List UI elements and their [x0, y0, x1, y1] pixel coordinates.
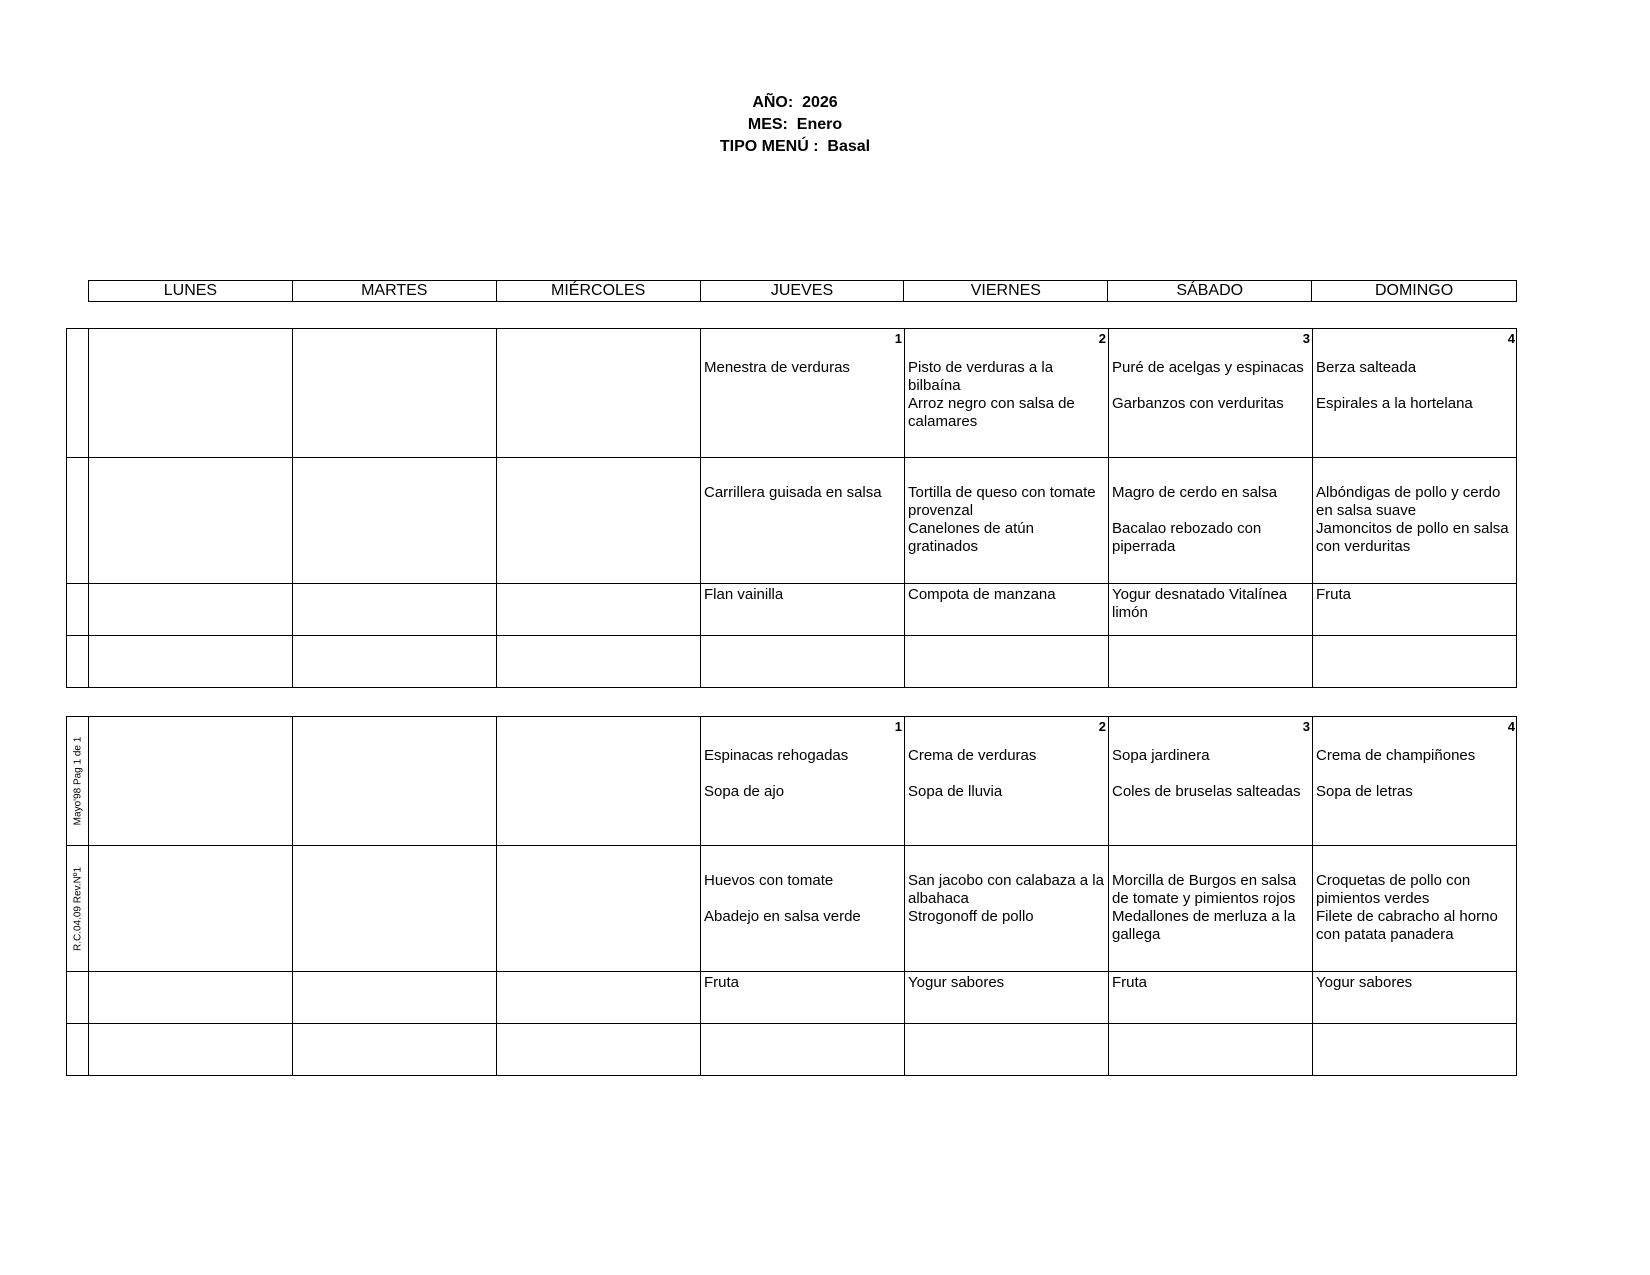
menu-cell — [497, 1024, 701, 1075]
menu-cell — [905, 1024, 1109, 1075]
menu-cell — [1109, 717, 1313, 845]
year-line: AÑO: 2026 — [752, 94, 838, 111]
side-margin-cell — [67, 636, 89, 687]
menu-cell — [497, 972, 701, 1023]
weekday-sabado: SÁBADO — [1108, 281, 1312, 301]
dessert-dish: Yogur sabores — [1316, 974, 1413, 991]
first-course-alt-dish: Garbanzos con verduritas — [1112, 395, 1284, 412]
second-course-dish: Morcilla de Burgos en salsa de tomate y pimientos rojos — [1112, 872, 1297, 907]
first-course-dish: Crema de champiñones — [1316, 747, 1476, 764]
side-margin-cell — [67, 329, 89, 457]
menu-cell — [905, 329, 1109, 457]
menu-cell — [1109, 972, 1313, 1023]
menu-cell — [293, 846, 497, 971]
menu-cell — [293, 717, 497, 845]
day-number: 1 — [894, 719, 902, 734]
menu-cell — [89, 584, 293, 635]
menu-type-line: TIPO MENÚ : Basal — [719, 138, 871, 155]
dessert-dish: Fruta — [1316, 586, 1352, 603]
menu-cell — [89, 717, 293, 845]
menu-cell — [701, 329, 905, 457]
day-number: 3 — [1302, 331, 1310, 346]
weekday-viernes: VIERNES — [904, 281, 1108, 301]
menu-cell — [1109, 584, 1313, 635]
first-course-dish: Menestra de verduras — [704, 359, 850, 376]
menu-cell — [1313, 717, 1517, 845]
menu-cell — [905, 972, 1109, 1023]
second-course-alt-dish: Strogonoff de pollo — [908, 908, 1034, 925]
extra-row — [67, 1024, 1516, 1075]
menu-cell — [497, 846, 701, 971]
first-course-alt-dish: Arroz negro con salsa de calamares — [908, 395, 1075, 430]
side-margin-cell — [67, 717, 89, 845]
menu-cell — [1313, 972, 1517, 1023]
second-course-dish: Carrillera guisada en salsa — [704, 484, 882, 501]
menu-cell — [89, 458, 293, 583]
second-course-alt-dish: Bacalao rebozado con piperrada — [1112, 520, 1262, 555]
dessert-dish: Fruta — [704, 974, 740, 991]
menu-cell — [497, 717, 701, 845]
side-margin-cell — [67, 972, 89, 1023]
dessert-dish: Compota de manzana — [908, 586, 1056, 603]
menu-cell — [1109, 636, 1313, 687]
side-margin-cell — [67, 584, 89, 635]
weekday-lunes: LUNES — [89, 281, 293, 301]
menu-cell — [293, 636, 497, 687]
second-course-alt-dish: Medallones de merluza a la gallega — [1112, 908, 1296, 943]
first-course-alt-dish: Sopa de ajo — [704, 783, 785, 800]
day-number: 4 — [1507, 719, 1515, 734]
week-2-grid — [66, 716, 1517, 1076]
second-course-alt-dish: Abadejo en salsa verde — [704, 908, 861, 925]
menu-cell — [701, 458, 905, 583]
weekday-header-row — [88, 280, 1517, 302]
menu-cell — [497, 584, 701, 635]
menu-cell — [497, 458, 701, 583]
first-course-dish: Berza salteada — [1316, 359, 1417, 376]
day-number: 2 — [1098, 331, 1106, 346]
menu-cell — [89, 636, 293, 687]
menu-cell — [905, 458, 1109, 583]
first-course-alt-dish: Espirales a la hortelana — [1316, 395, 1473, 412]
month-line: MES: Enero — [747, 116, 843, 133]
dessert-dish: Yogur desnatado Vitalínea limón — [1112, 586, 1288, 621]
first-course-dish: Sopa jardinera — [1112, 747, 1210, 764]
menu-cell — [1313, 636, 1517, 687]
week-1-grid — [66, 328, 1517, 688]
menu-cell — [905, 717, 1109, 845]
menu-cell — [1109, 1024, 1313, 1075]
menu-cell — [905, 584, 1109, 635]
menu-cell — [293, 458, 497, 583]
second-course-alt-dish: Canelones de atún gratinados — [908, 520, 1034, 555]
second-course-alt-dish: Jamoncitos de pollo en salsa con verduritas — [1316, 520, 1509, 555]
menu-cell — [905, 846, 1109, 971]
dessert-dish: Yogur sabores — [908, 974, 1005, 991]
menu-cell — [701, 846, 905, 971]
second-course-dish: Magro de cerdo en salsa — [1112, 484, 1278, 501]
menu-cell — [497, 636, 701, 687]
menu-cell — [701, 717, 905, 845]
dessert-dish: Fruta — [1112, 974, 1148, 991]
dessert-dish: Flan vainilla — [704, 586, 784, 603]
second-course-dish: Croquetas de pollo con pimientos verdes — [1316, 872, 1471, 907]
second-course-dish: San jacobo con calabaza a la albahaca — [908, 872, 1104, 907]
weekday-jueves: JUEVES — [701, 281, 905, 301]
side-margin-cell — [67, 1024, 89, 1075]
menu-cell — [497, 329, 701, 457]
weekday-miercoles: MIÉRCOLES — [497, 281, 701, 301]
menu-cell — [293, 329, 497, 457]
side-margin-cell — [67, 846, 89, 971]
menu-cell — [701, 584, 905, 635]
menu-cell — [89, 329, 293, 457]
menu-cell — [89, 1024, 293, 1075]
menu-cell — [701, 636, 905, 687]
revision-label: Mayo'98 Pag 1 de 1 — [72, 736, 83, 826]
second-course-row — [67, 846, 1516, 972]
second-course-dish: Tortilla de queso con tomate provenzal — [908, 484, 1096, 519]
menu-cell — [701, 1024, 905, 1075]
first-course-alt-dish: Sopa de lluvia — [908, 783, 1003, 800]
menu-cell — [293, 1024, 497, 1075]
document-code-label: R.C.04.09 Rev.Nº1 — [72, 866, 83, 951]
day-number: 1 — [894, 331, 902, 346]
day-number: 2 — [1098, 719, 1106, 734]
first-course-row — [67, 717, 1516, 846]
menu-cell — [293, 972, 497, 1023]
day-number: 4 — [1507, 331, 1515, 346]
first-course-dish: Pisto de verduras a la bilbaína — [908, 359, 1054, 394]
first-course-row — [67, 329, 1516, 458]
menu-cell — [701, 972, 905, 1023]
dessert-row — [67, 584, 1516, 636]
second-course-row — [67, 458, 1516, 584]
dessert-row — [67, 972, 1516, 1024]
second-course-dish: Huevos con tomate — [704, 872, 834, 889]
menu-cell — [1313, 846, 1517, 971]
menu-cell — [1313, 1024, 1517, 1075]
weekday-martes: MARTES — [293, 281, 497, 301]
menu-cell — [89, 972, 293, 1023]
first-course-alt-dish: Sopa de letras — [1316, 783, 1413, 800]
menu-cell — [293, 584, 497, 635]
menu-cell — [1109, 329, 1313, 457]
menu-cell — [1313, 329, 1517, 457]
menu-cell — [89, 846, 293, 971]
extra-row — [67, 636, 1516, 687]
day-number: 3 — [1302, 719, 1310, 734]
menu-cell — [1313, 584, 1517, 635]
first-course-dish: Espinacas rehogadas — [704, 747, 849, 764]
menu-header — [0, 92, 1590, 158]
side-margin-cell — [67, 458, 89, 583]
weekday-domingo: DOMINGO — [1374, 282, 1454, 299]
menu-cell — [1109, 458, 1313, 583]
second-course-alt-dish: Filete de cabracho al horno con patata panadera — [1316, 908, 1498, 943]
second-course-dish: Albóndigas de pollo y cerdo en salsa suave — [1316, 484, 1501, 519]
first-course-dish: Crema de verduras — [908, 747, 1037, 764]
menu-cell — [905, 636, 1109, 687]
first-course-alt-dish: Coles de bruselas salteadas — [1112, 783, 1301, 800]
first-course-dish: Puré de acelgas y espinacas — [1112, 359, 1304, 376]
menu-cell — [1109, 846, 1313, 971]
menu-cell — [1313, 458, 1517, 583]
